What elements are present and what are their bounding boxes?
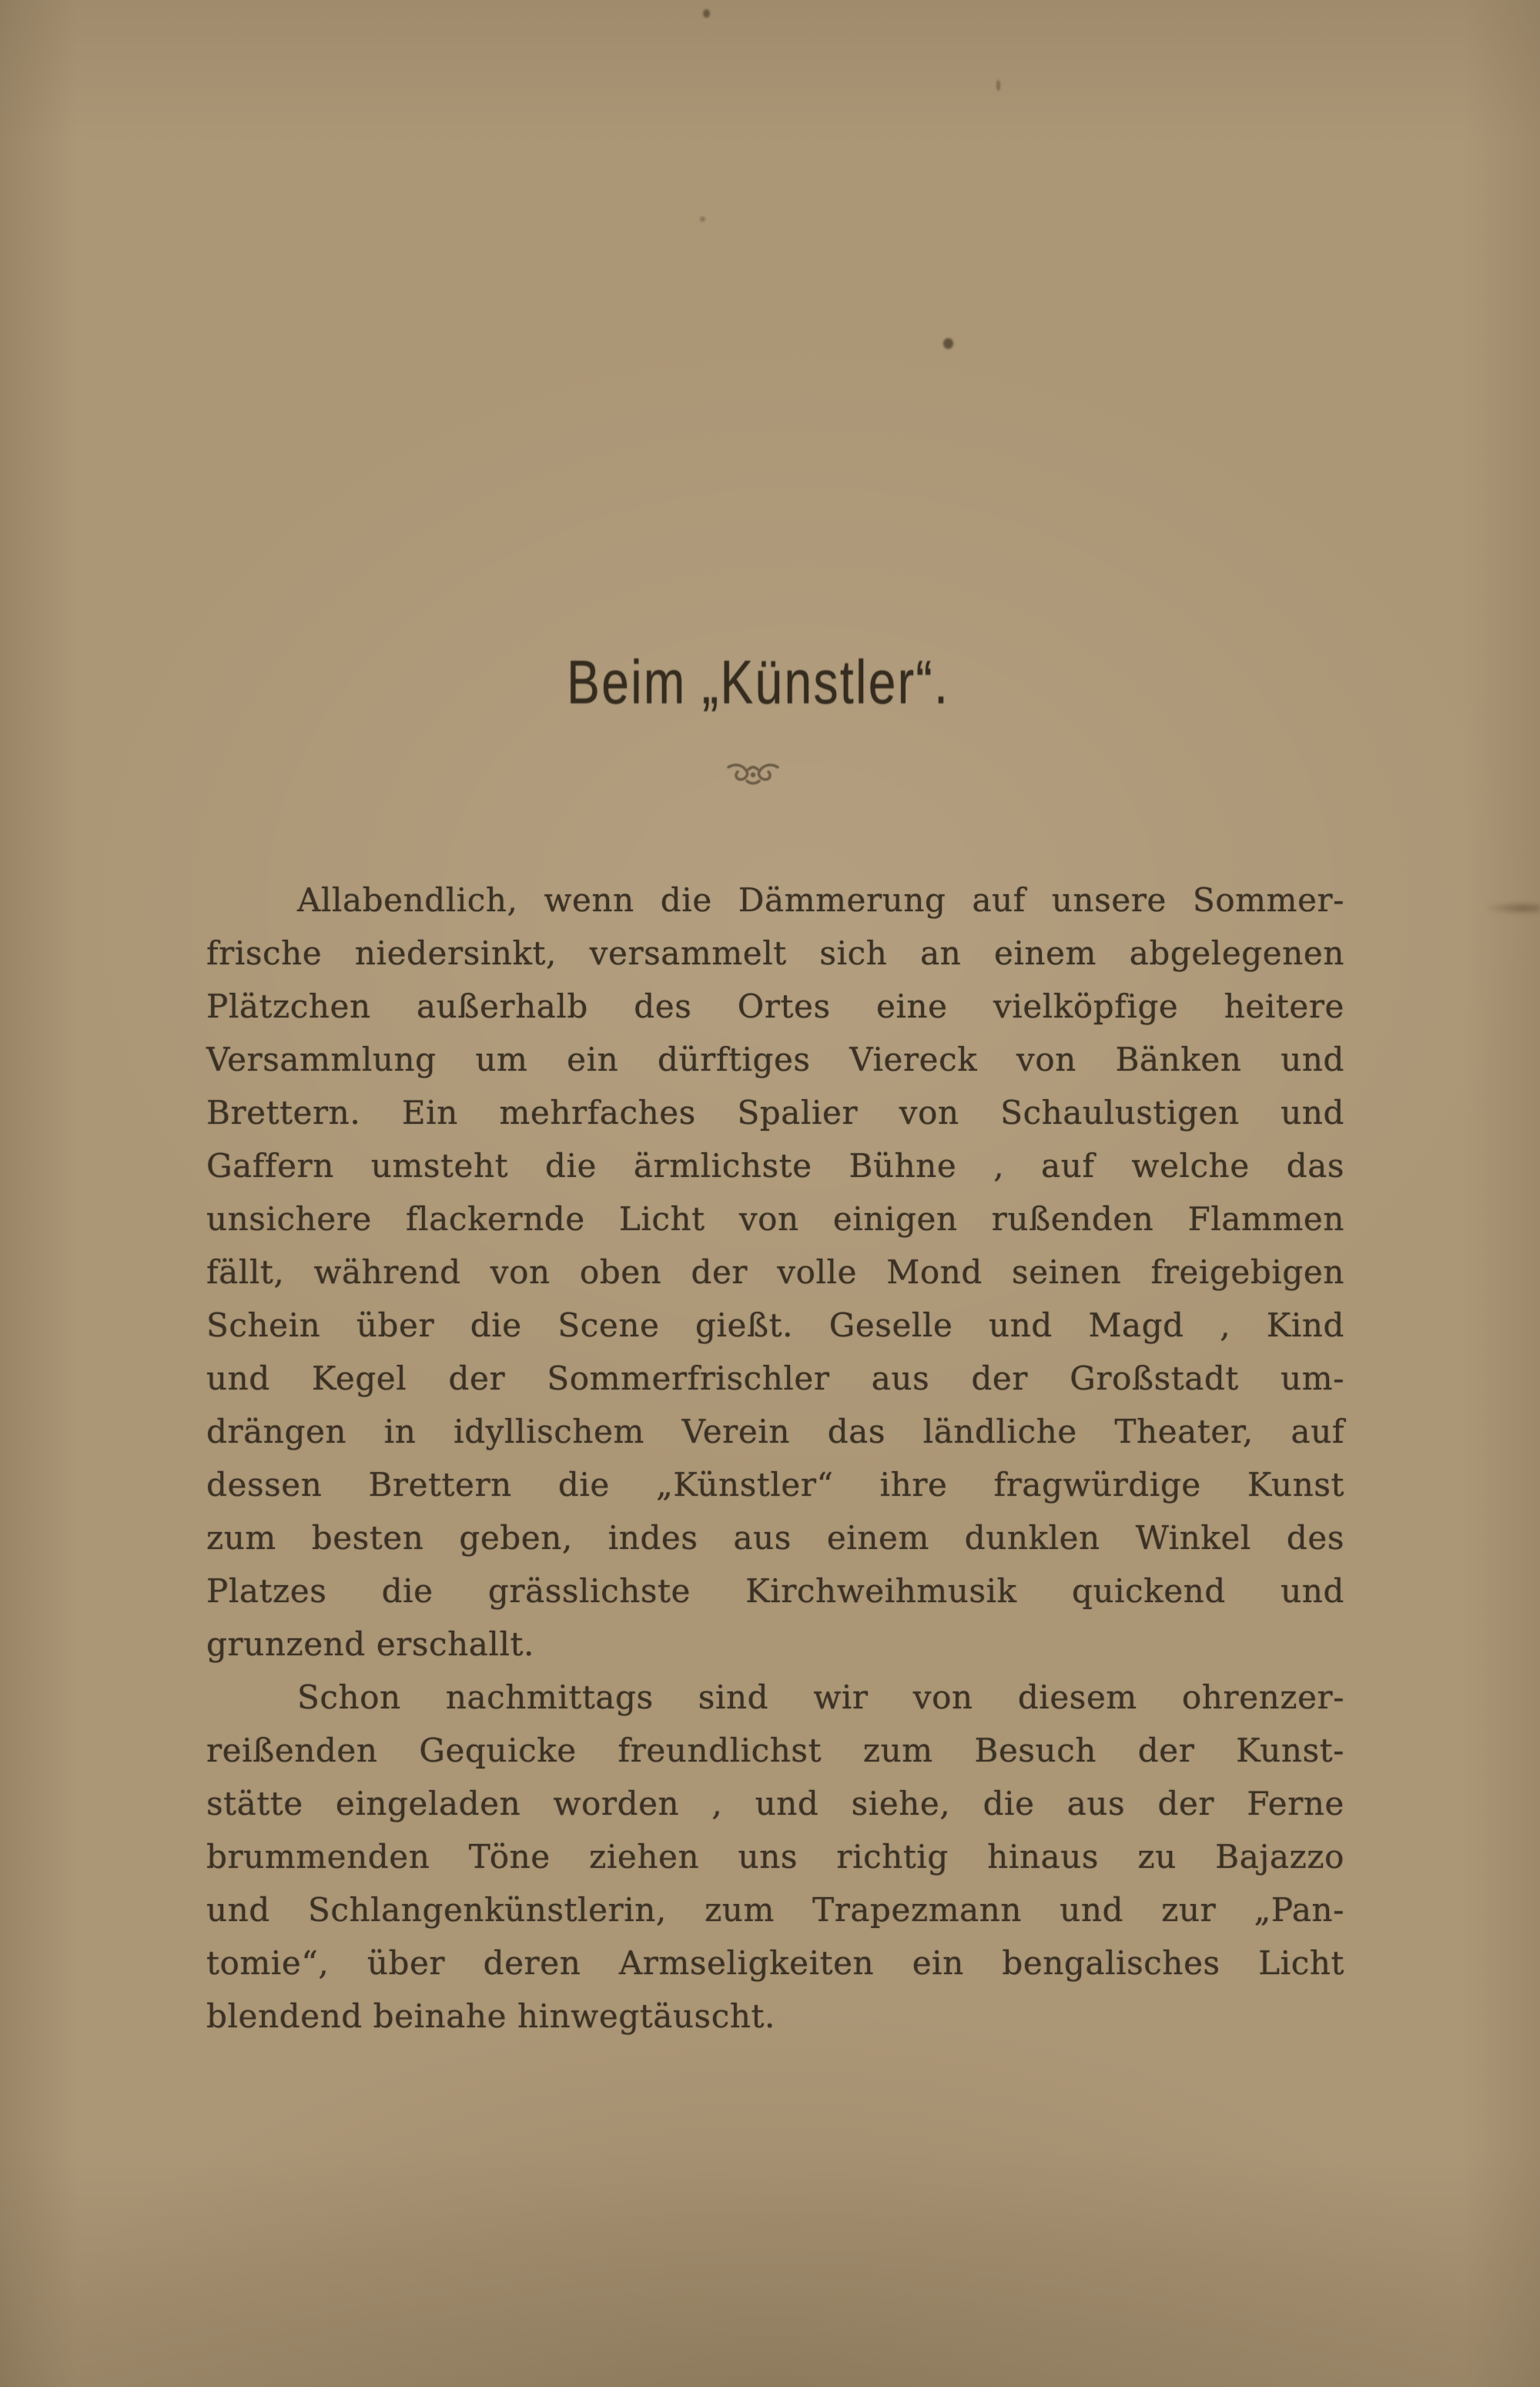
text-line: Schon nachmittags sind wir von diesem ohrenzer- xyxy=(297,1678,1344,1716)
ink-speck xyxy=(700,216,705,222)
text-line: dessen Brettern die „Künstler“ ihre fragwürdige Kunst xyxy=(206,1466,1344,1504)
text-line: grunzend erschallt. xyxy=(206,1625,534,1663)
text-line: Brettern. Ein mehrfaches Spalier von Schaulustigen und xyxy=(206,1094,1344,1131)
text-line: tomie“, über deren Armseligkeiten ein bengalisches Licht xyxy=(206,1944,1344,1982)
text-line: brummenden Töne ziehen uns richtig hinaus zu Bajazzo xyxy=(206,1838,1344,1876)
text-line: fällt, während von oben der volle Mond seinen freigebigen xyxy=(206,1253,1344,1291)
text-line: Gaffern umsteht die ärmlichste Bühne , auf welche das xyxy=(206,1147,1344,1185)
text-line: zum besten geben, indes aus einem dunklen Winkel des xyxy=(206,1519,1344,1557)
text-line: stätte eingeladen worden , und siehe, die aus der Ferne xyxy=(206,1785,1344,1822)
text-line: Versammlung um ein dürftiges Viereck von Bänken und xyxy=(206,1041,1344,1078)
text-line: Schein über die Scene gießt. Geselle und Magd , Kind xyxy=(206,1306,1344,1344)
chapter-heading-row xyxy=(0,648,1540,716)
text-line: Plätzchen außerhalb des Ortes eine vielköpfige heitere xyxy=(206,987,1344,1025)
ink-speck xyxy=(943,338,953,349)
edge-smudge xyxy=(1485,901,1540,915)
text-line: blendend beinahe hinwegtäuscht. xyxy=(206,1997,775,2035)
text-line: frische niedersinkt, versammelt sich an einem abgelegenen xyxy=(206,934,1344,972)
ink-speck xyxy=(996,80,1000,91)
page-title: Beim „Künstler“. xyxy=(567,648,950,716)
text-line: unsichere flackernde Licht von einigen rußenden Flammen xyxy=(206,1200,1344,1238)
ink-speck xyxy=(703,9,710,18)
text-line: und Kegel der Sommerfrischler aus der Großstadt um- xyxy=(206,1359,1344,1397)
text-line: drängen in idyllischem Verein das ländliche Theater, auf xyxy=(206,1413,1344,1450)
text-line: und Schlangenkünstlerin, zum Trapezmann und zur „Pan- xyxy=(206,1891,1344,1929)
text-line: Allabendlich, wenn die Dämmerung auf unsere Sommer- xyxy=(297,881,1344,919)
text-block xyxy=(206,873,1344,2043)
text-line: reißenden Gequicke freundlichst zum Besuch der Kunst- xyxy=(206,1732,1344,1769)
text-line: Platzes die grässlichste Kirchweihmusik quickend und xyxy=(206,1572,1344,1610)
fleuron-icon xyxy=(725,761,781,790)
